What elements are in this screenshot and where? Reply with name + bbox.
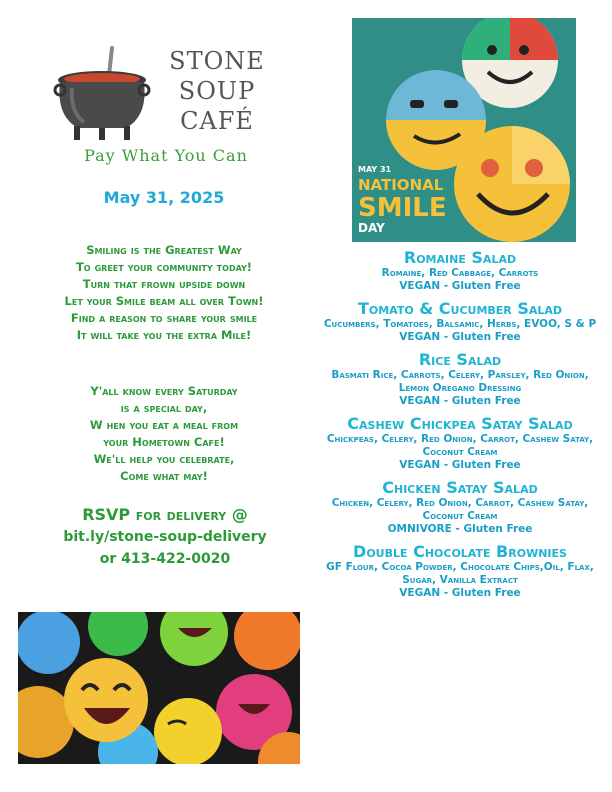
menu-item-name: Tomato & Cucumber Salad	[357, 299, 563, 318]
national-smile-day-image	[352, 18, 576, 242]
poem-line: Let your Smile beam all over Town!	[64, 294, 264, 308]
menu-item-name: Chicken Satay Salad	[382, 478, 538, 497]
rsvp-block	[30, 504, 300, 570]
emoji-collage-image	[18, 612, 300, 764]
menu-item-ingredients: Romaine, Red Cabbage, Carrots	[381, 267, 539, 279]
poem-line: your Hometown Cafe!	[103, 435, 225, 449]
menu-item-name: Double Chocolate Brownies	[353, 542, 567, 561]
menu-item-ingredients: Chicken, Celery, Red Onion, Carrot, Cashew Satay, Coconut Cream	[331, 497, 589, 522]
menu-item-ingredients: Chickpeas, Celery, Red Onion, Carrot, Cashew Satay, Coconut Cream	[326, 433, 594, 458]
soup-pot-icon	[50, 44, 154, 144]
poem-line: is a special day,	[120, 401, 208, 415]
tagline: Pay What You Can	[84, 146, 248, 165]
menu-item	[318, 542, 602, 600]
smile-day-national: NATIONAL	[358, 176, 444, 194]
poem-saturday	[28, 383, 300, 485]
poem-line: Turn that frown upside down	[82, 277, 246, 291]
cafe-name-line-2: SOUP	[178, 77, 256, 105]
menu-item	[318, 248, 602, 293]
menu-item-tag: VEGAN - Gluten Free	[399, 280, 521, 292]
poem-line: W hen you eat a meal from	[89, 418, 239, 432]
menu-item-tag: OMNIVORE - Gluten Free	[387, 523, 533, 535]
smile-day-day: DAY	[358, 221, 385, 235]
menu-list	[318, 248, 602, 606]
poem-line: We'll help you celebrate,	[93, 452, 235, 466]
cafe-name-line-1: STONE	[169, 47, 265, 75]
menu-item-tag: VEGAN - Gluten Free	[399, 331, 521, 343]
menu-item-ingredients: GF Flour, Cocoa Powder, Chocolate Chips,Oil, Flax, Sugar, Vanilla Extract	[326, 561, 594, 586]
cafe-name-line-3: CAFÉ	[180, 107, 254, 135]
rsvp-phone: or 413-422-0020	[99, 551, 231, 567]
menu-item-tag: VEGAN - Gluten Free	[399, 587, 521, 599]
poem-line: Find a reason to share your smile	[70, 311, 258, 325]
menu-item	[318, 299, 602, 344]
menu-item-tag: VEGAN - Gluten Free	[399, 459, 521, 471]
poem-smile	[28, 242, 300, 344]
menu-item	[318, 350, 602, 408]
menu-item	[318, 414, 602, 472]
poem-line: Smiling is the Greatest Way	[86, 243, 242, 257]
smile-day-date: MAY 31	[358, 165, 392, 174]
menu-item-name: Cashew Chickpea Satay Salad	[347, 414, 573, 433]
poem-line: Y'all know every Saturday	[90, 384, 238, 398]
poem-line: Come what may!	[120, 469, 208, 483]
menu-item-ingredients: Basmati Rice, Carrots, Celery, Parsley, Red Onion, Lemon Oregano Dressing	[331, 369, 589, 394]
rsvp-title: RSVP for delivery @	[82, 505, 248, 524]
rsvp-link[interactable]: bit.ly/stone-soup-delivery	[63, 529, 267, 545]
menu-item-name: Romaine Salad	[403, 248, 517, 267]
menu-item-ingredients: Cucumbers, Tomatoes, Balsamic, Herbs, EVOO, S & P	[323, 318, 597, 330]
cafe-name	[152, 46, 282, 136]
poem-line: It will take you the extra Mile!	[76, 328, 252, 342]
menu-item-tag: VEGAN - Gluten Free	[399, 395, 521, 407]
event-date: May 31, 2025	[103, 188, 225, 207]
menu-item-name: Rice Salad	[418, 350, 502, 369]
smile-day-smile: SMILE	[358, 193, 447, 223]
menu-item	[318, 478, 602, 536]
poem-line: To greet your community today!	[75, 260, 253, 274]
